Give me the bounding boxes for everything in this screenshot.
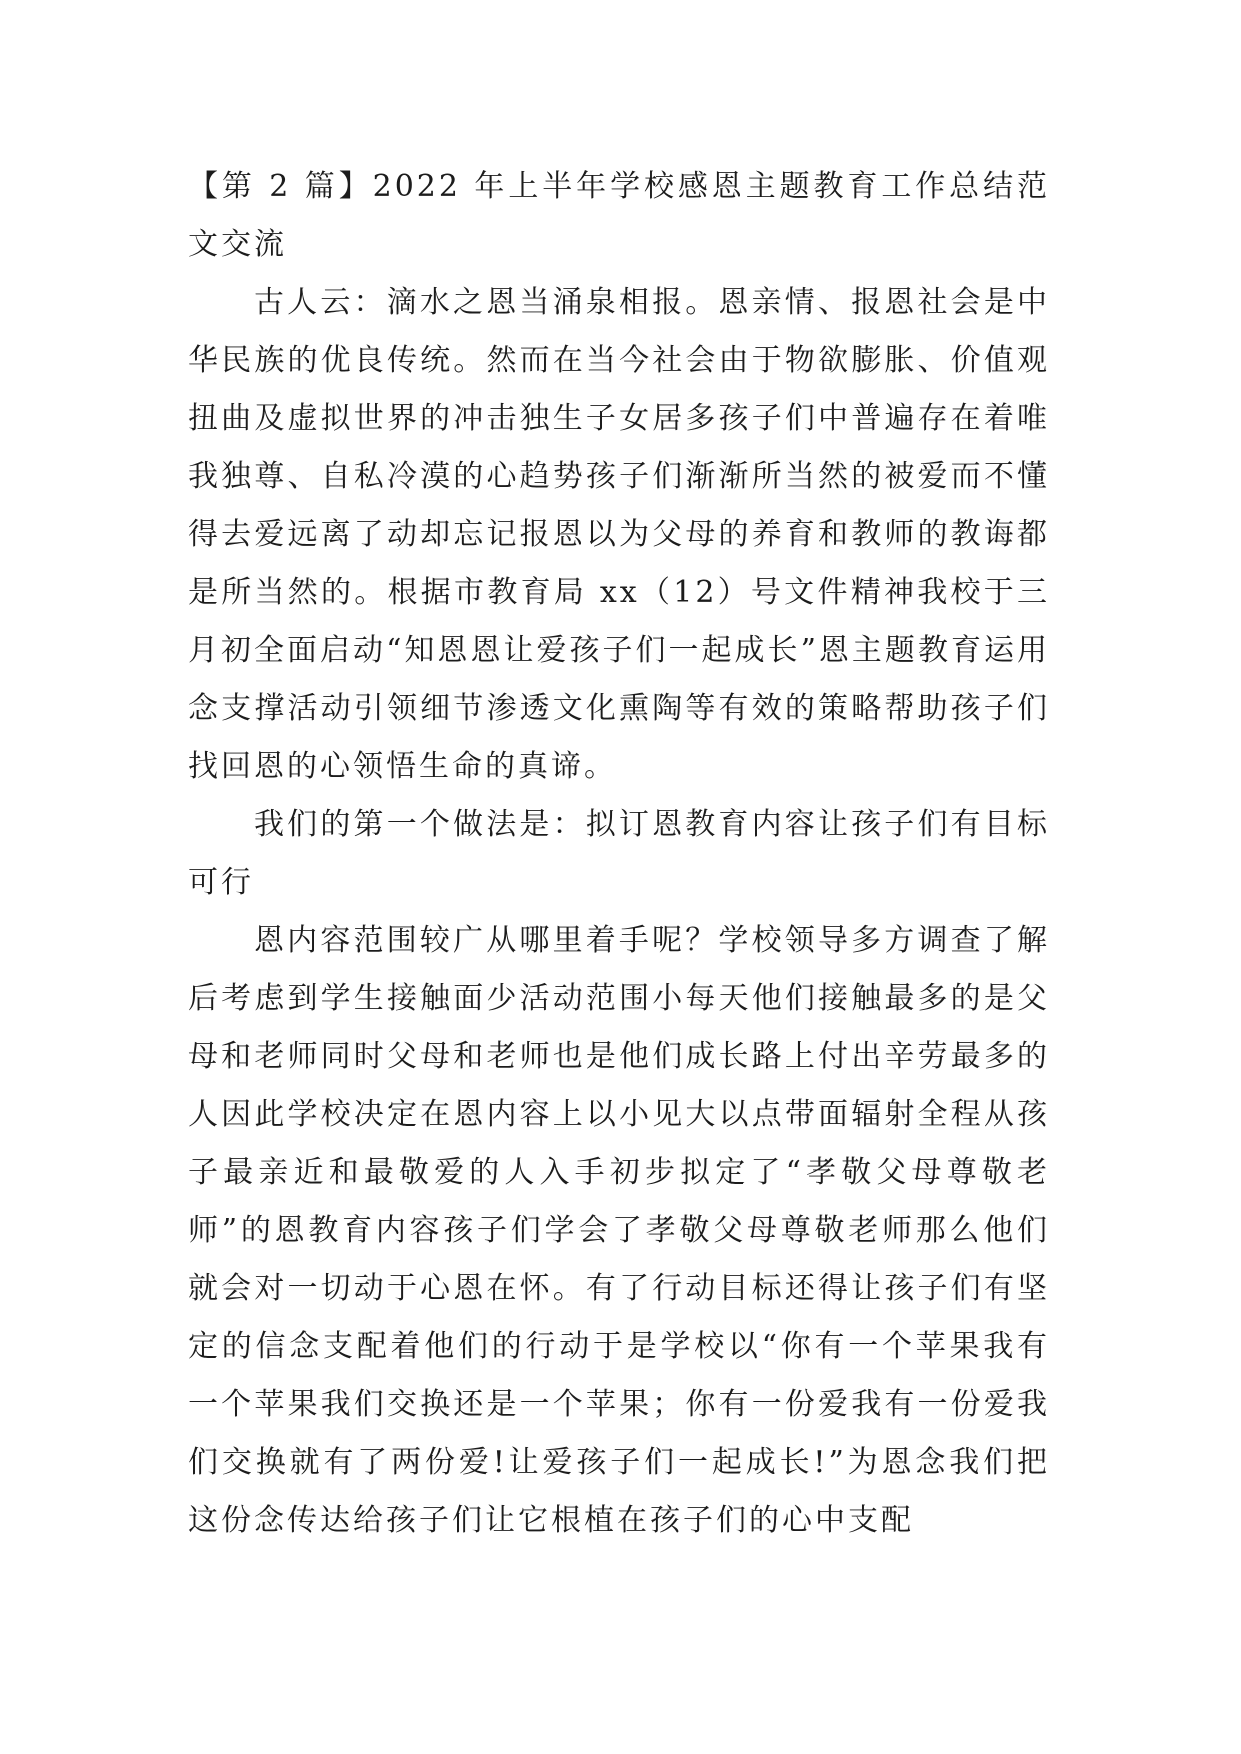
paragraph-intro: 古人云：滴水之恩当涌泉相报。恩亲情、报恩社会是中华民族的优良传统。然而在当今社会由于物欲膨胀、价值观扭曲及虚拟世界的冲击独生子女居多孩子们中普遍存在着唯我独尊、自私冷漠的心趋势孩子们渐渐所当然的被爱而不懂得去爱远离了动却忘记报恩以为父母的养育和教师的教诲都是所当然的。根据市教育局 xx（12）号文件精神我校于三月初全面启动“知恩恩让爱孩子们一起成长”恩主题教育运用念支撑活动引领细节渗透文化熏陶等有效的策略帮助孩子们找回恩的心领悟生命的真谛。 bbox=[188, 285, 1050, 784]
document-body bbox=[188, 158, 1050, 1550]
paragraph-content-scope: 恩内容范围较广从哪里着手呢？学校领导多方调查了解后考虑到学生接触面少活动范围小每天他们接触最多的是父母和老师同时父母和老师也是他们成长路上付出辛劳最多的人因此学校决定在恩内容上以小见大以点带面辐射全程从孩子最亲近和最敬爱的人入手初步拟定了“孝敬父母尊敬老师”的恩教育内容孩子们学会了孝敬父母尊敬老师那么他们就会对一切动于心恩在怀。有了行动目标还得让孩子们有坚定的信念支配着他们的行动于是学校以“你有一个苹果我有一个苹果我们交换还是一个苹果；你有一份爱我有一份爱我们交换就有了两份爱!让爱孩子们一起成长!”为恩念我们把这份念传达给孩子们让它根植在孩子们的心中支配 bbox=[188, 923, 1050, 1538]
paragraph-first-method: 我们的第一个做法是：拟订恩教育内容让孩子们有目标可行 bbox=[188, 807, 1050, 900]
document-title: 【第 2 篇】2022 年上半年学校感恩主题教育工作总结范文交流 bbox=[188, 169, 1050, 262]
